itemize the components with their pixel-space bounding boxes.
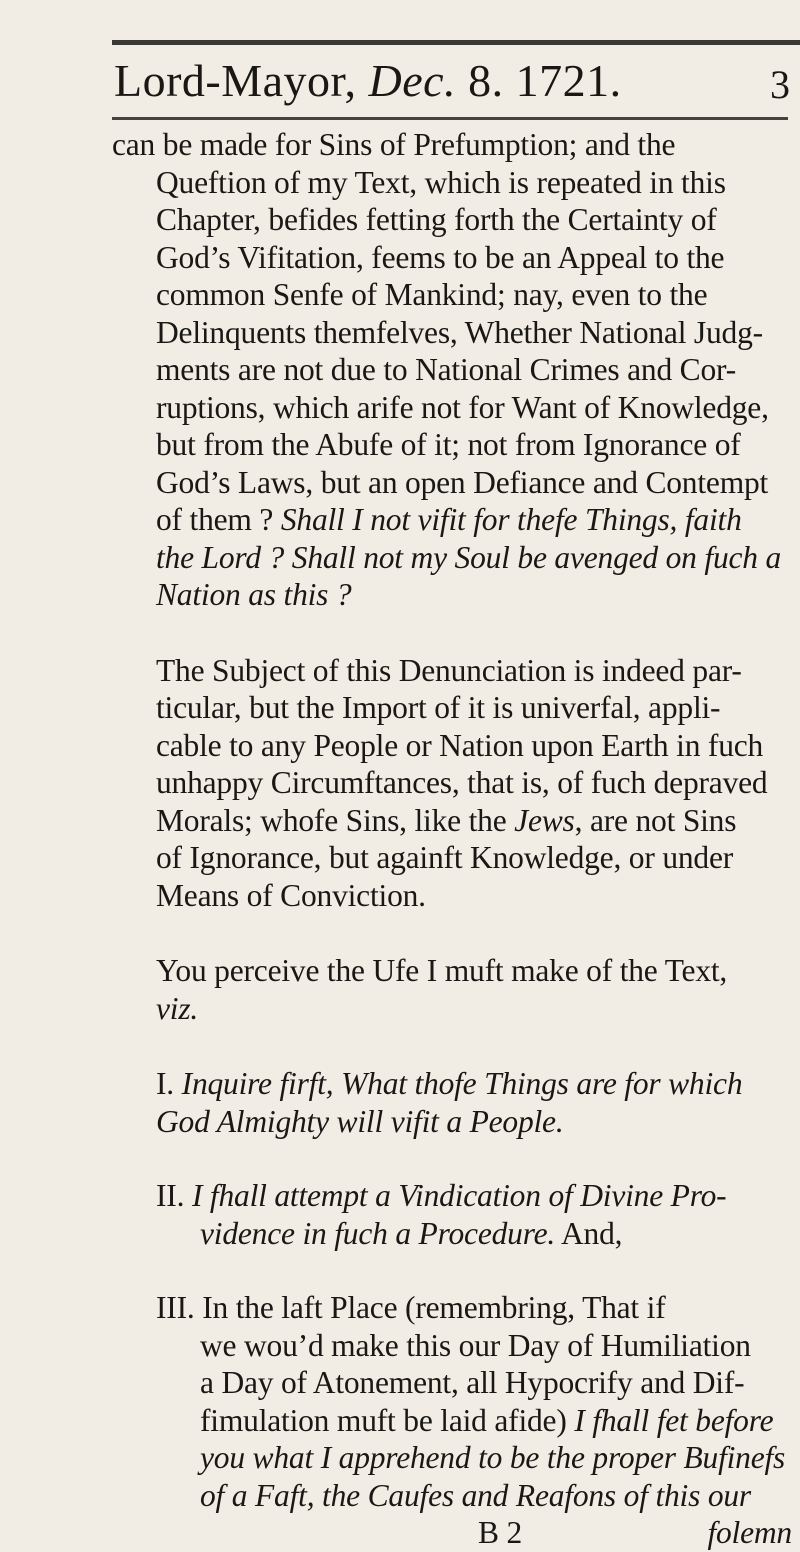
body-text <box>112 126 792 1551</box>
text-line: but from the Abufe of it; not from Ignorance of <box>156 427 741 462</box>
text-line: ruptions, which arife not for Want of Knowledge, <box>156 389 769 425</box>
text-line: Chapter, befides fetting forth the Certainty of <box>156 202 717 237</box>
item-text: of a Faft, the Caufes and Reafons of this our <box>200 1477 751 1513</box>
item-text: I fhall attempt a Vindication of Divine Pro- <box>191 1178 727 1213</box>
text-line: viz. <box>156 990 199 1026</box>
item-text: vidence in fuch a Procedure. <box>200 1215 556 1251</box>
text-line: ticular, but the Import of it is univerfal, appli- <box>156 690 721 725</box>
text-line: Delinquents themfelves, Whether National Judg- <box>156 314 763 350</box>
item-number: II. <box>156 1178 185 1213</box>
italic-word: Jews <box>514 802 575 838</box>
list-item-line <box>112 1177 792 1215</box>
top-rule <box>112 40 800 45</box>
text-line: unhappy Circumftances, that is, of fuch depraved <box>156 765 768 800</box>
item-number: III. <box>156 1290 195 1325</box>
text-roman: And, <box>555 1215 623 1251</box>
text-line: Means of Conviction. <box>156 877 426 913</box>
item-text: God Almighty will vifit a People. <box>156 1103 564 1139</box>
footer-line <box>112 1514 792 1551</box>
item-text: you what I apprehend to be the proper Bufinefs <box>200 1440 786 1475</box>
header-date-italic: Dec. <box>368 55 457 106</box>
running-title-line <box>114 50 622 112</box>
text-line: can be made for Sins of Prefumption; and the <box>112 127 676 162</box>
text-line-mixed <box>112 501 792 539</box>
text-line: of Ignorance, but againft Knowledge, or under <box>156 840 734 875</box>
text-line: The Subject of this Denunciation is indeed par- <box>156 652 742 688</box>
item-text: I fhall fet before <box>574 1402 774 1438</box>
text-roman: , are not Sins <box>574 802 737 838</box>
catchword: folemn <box>707 1515 792 1550</box>
text-line: common Senfe of Mankind; nay, even to the <box>156 277 708 312</box>
text-line-mixed <box>112 802 792 840</box>
paragraph-gap <box>112 614 792 652</box>
page-number: 3 <box>770 62 790 107</box>
paragraph-gap <box>112 914 792 952</box>
item-text: a Day of Atonement, all Hypocrify and Dif- <box>200 1365 745 1400</box>
item-text: we wou’d make this our Day of Humiliation <box>200 1327 751 1363</box>
text-line: cable to any People or Nation upon Earth in fuch <box>156 727 764 763</box>
signature-mark: B 2 <box>478 1515 523 1550</box>
text-line: Queftion of my Text, which is repeated in this <box>156 164 726 200</box>
list-item-line <box>112 1065 792 1103</box>
paragraph-gap <box>112 1027 792 1065</box>
text-line: God’s Vifitation, feems to be an Appeal to the <box>156 239 725 275</box>
paragraph-gap <box>112 1252 792 1289</box>
text-roman: of them ? <box>156 502 281 537</box>
running-title: Lord-Mayor, <box>114 55 357 106</box>
list-item-line <box>112 1289 792 1327</box>
item-text: Inquire firft, What thofe Things are for which <box>181 1066 743 1101</box>
item-number: I. <box>156 1066 174 1101</box>
item-text: In the laft Place (remembring, That if <box>202 1290 666 1325</box>
header-date: 8. 1721. <box>468 55 622 106</box>
list-item-line <box>112 1402 792 1440</box>
scripture-quote: the Lord ? Shall not my Soul be avenged on fuch a <box>156 539 782 575</box>
scripture-quote: Shall I not vifit for thefe Things, faith <box>280 502 742 537</box>
text-line: You perceive the Ufe I muft make of the Text, <box>156 953 728 988</box>
text-roman: Morals; whofe Sins, like the <box>156 802 515 838</box>
paragraph-gap <box>112 1140 792 1177</box>
text-roman: fimulation muft be laid afide) <box>200 1402 575 1438</box>
scripture-quote: Nation as this ? <box>156 577 352 612</box>
text-line: ments are not due to National Crimes and Cor- <box>156 352 736 387</box>
text-line: God’s Laws, but an open Defiance and Contempt <box>156 464 769 500</box>
running-header <box>114 50 790 112</box>
list-item-line <box>112 1215 792 1253</box>
header-rule <box>112 117 788 120</box>
